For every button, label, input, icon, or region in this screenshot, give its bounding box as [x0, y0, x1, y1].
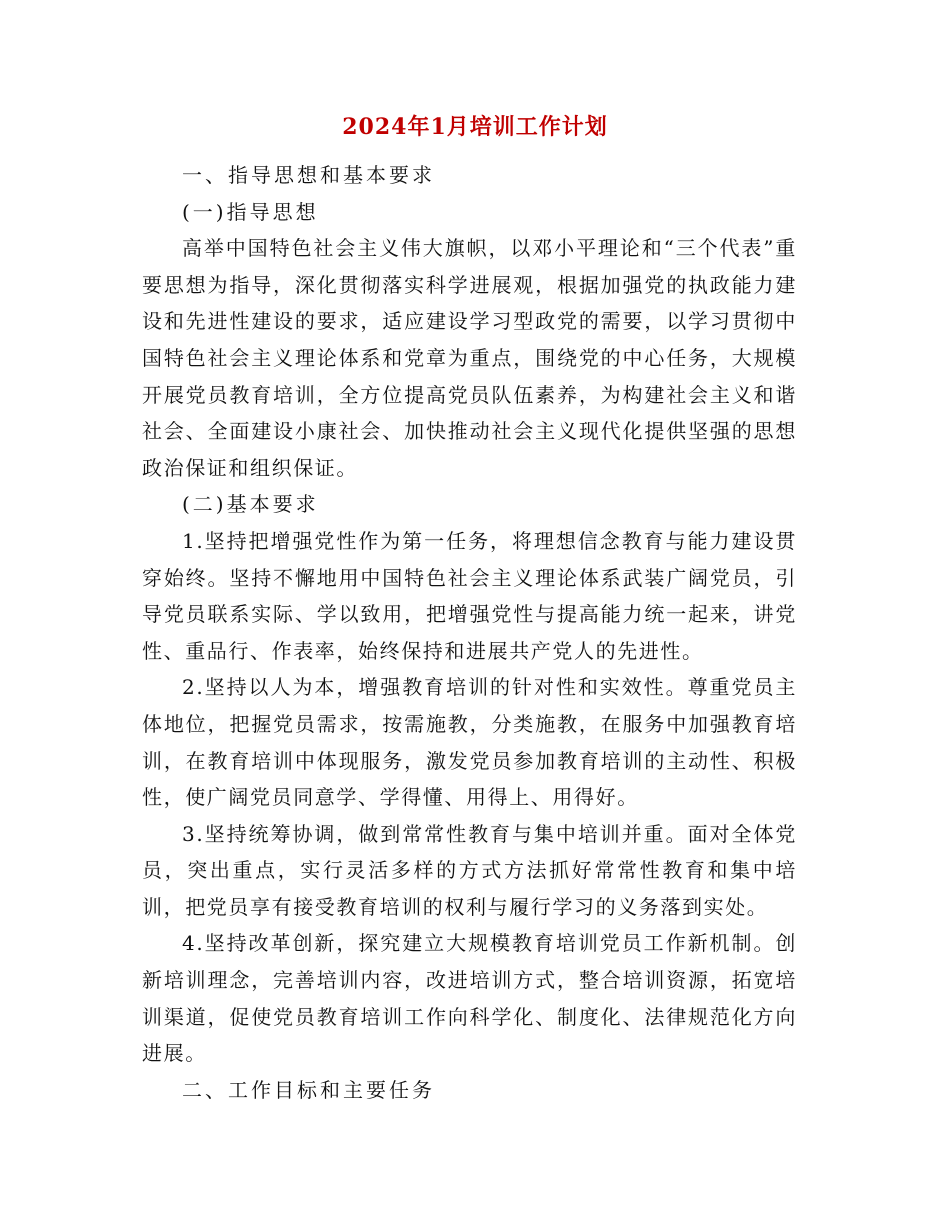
paragraph-requirement-3: 3.坚持统筹协调，做到常常性教育与集中培训并重。面对全体党员，突出重点，实行灵活多样的方式方法抓好常常性教育和集中培训，把党员享有接受教育培训的权利与履行学习的义务落到实处。 [142, 821, 797, 919]
subsection-heading-guiding-ideology: (一)指导思想 [182, 199, 319, 224]
document-title: 2024年1月培训工作计划 [342, 114, 608, 140]
subsection-heading-basic-requirements: (二)基本要求 [182, 492, 319, 517]
paragraph-requirement-2: 2.坚持以人为本，增强教育培训的针对性和实效性。尊重党员主体地位，把握党员需求，按需施教，分类施教，在服务中加强教育培训，在教育培训中体现服务，激发党员参加教育培训的主动性、积极性，使广阔党员同意学、学得懂、用得上、用得好。 [142, 675, 797, 810]
paragraph-guiding-ideology: 高举中国特色社会主义伟大旗帜，以邓小平理论和“三个代表”重要思想为指导，深化贯彻落实科学进展观，根据加强党的执政能力建设和先进性建设的要求，适应建设学习型政党的需要，以学习贯彻中国特色社会主义理论体系和党章为重点，围绕党的中心任务，大规模开展党员教育培训，全方位提高党员队伍素养，为构建社会主义和谐社会、全面建设小康社会、加快推动社会主义现代化提供坚强的思想政治保证和组织保证。 [142, 236, 797, 480]
section-heading-guiding-ideology-and-requirements: 一、指导思想和基本要求 [182, 163, 435, 187]
paragraph-requirement-4: 4.坚持改革创新，探究建立大规模教育培训党员工作新机制。创新培训理念，完善培训内容，改进培训方式，整合培训资源，拓宽培训渠道，促使党员教育培训工作向科学化、制度化、法律规范化方向进展。 [142, 931, 797, 1066]
document-body [142, 157, 797, 1108]
paragraph-requirement-1: 1.坚持把增强党性作为第一任务，将理想信念教育与能力建设贯穿始终。坚持不懈地用中国特色社会主义理论体系武装广阔党员，引导党员联系实际、学以致用，把增强党性与提高能力统一起来，讲党性、重品行、作表率，始终保持和进展共产党人的先进性。 [142, 528, 797, 663]
section-heading-goals-and-tasks: 二、工作目标和主要任务 [182, 1077, 435, 1102]
